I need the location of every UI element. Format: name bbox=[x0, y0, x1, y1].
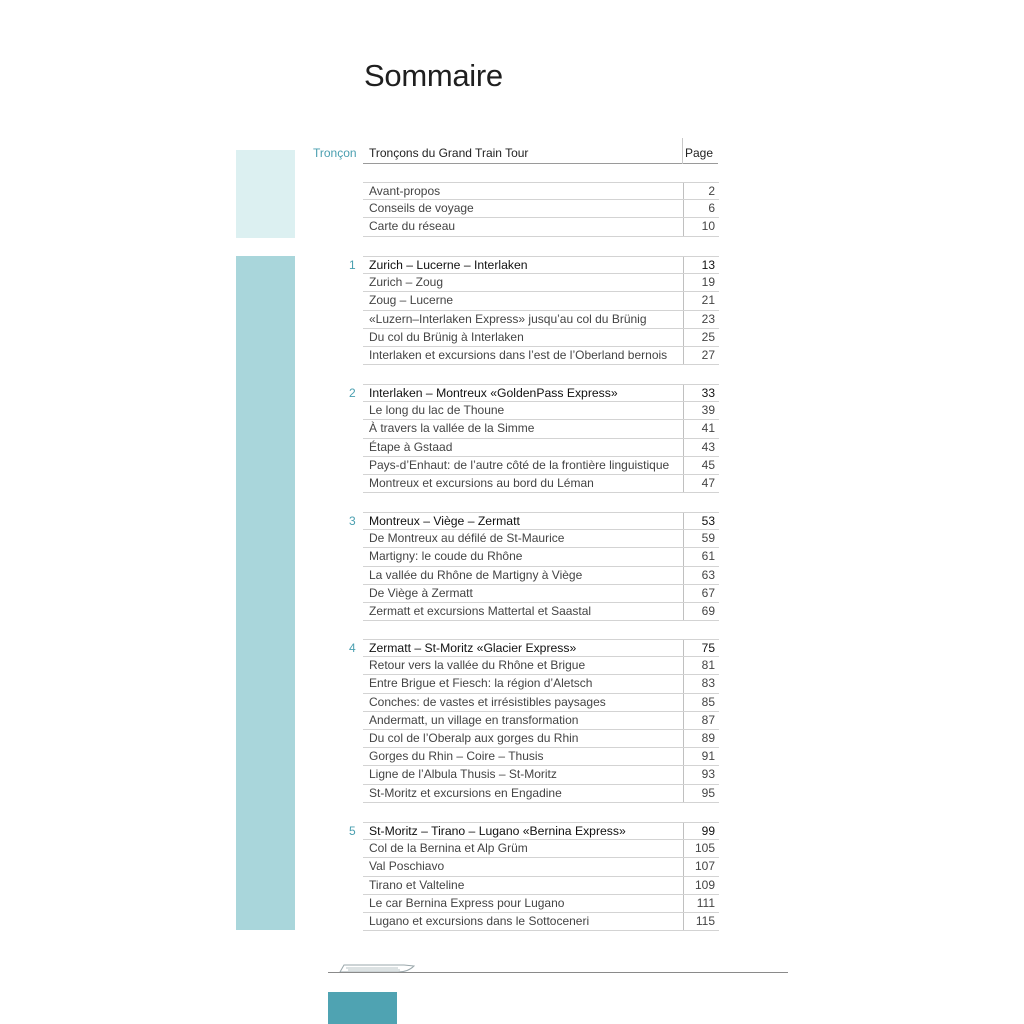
toc-row[interactable] bbox=[363, 585, 719, 603]
toc-section-heading[interactable] bbox=[349, 384, 719, 402]
toc-row-title: À travers la vallée de la Simme bbox=[369, 421, 535, 436]
sidebar-block-intro bbox=[236, 150, 295, 238]
toc-section-4 bbox=[349, 639, 719, 803]
toc-row-page: 93 bbox=[683, 766, 719, 783]
toc-section-page: 75 bbox=[683, 640, 719, 656]
section-number: 1 bbox=[349, 258, 356, 272]
toc-row-page: 41 bbox=[683, 420, 719, 437]
toc-row[interactable] bbox=[363, 567, 719, 585]
toc-row-page: 67 bbox=[683, 585, 719, 602]
toc-row[interactable] bbox=[363, 182, 719, 200]
toc-row-page: 89 bbox=[683, 730, 719, 747]
footer-color-block bbox=[328, 992, 397, 1024]
toc-row[interactable] bbox=[363, 730, 719, 748]
toc-row-title: De Viège à Zermatt bbox=[369, 585, 473, 600]
toc-row[interactable] bbox=[363, 200, 719, 218]
toc-row[interactable] bbox=[363, 895, 719, 913]
section-number: 4 bbox=[349, 641, 356, 655]
toc-row-page: 87 bbox=[683, 712, 719, 729]
toc-section-page: 33 bbox=[683, 385, 719, 401]
toc-row-page: 105 bbox=[683, 840, 719, 857]
toc-row-page: 6 bbox=[683, 200, 719, 217]
section-number: 3 bbox=[349, 514, 356, 528]
toc-row[interactable] bbox=[363, 694, 719, 712]
toc-section-page: 53 bbox=[683, 513, 719, 529]
toc-section-title: Zurich – Lucerne – Interlaken bbox=[369, 258, 528, 272]
toc-row[interactable] bbox=[363, 530, 719, 548]
toc-row[interactable] bbox=[363, 603, 719, 621]
toc-row[interactable] bbox=[363, 347, 719, 365]
toc-section-title: Interlaken – Montreux «GoldenPass Express» bbox=[369, 386, 618, 400]
toc-row-page: 61 bbox=[683, 548, 719, 565]
section-number: 5 bbox=[349, 824, 356, 838]
toc-row[interactable] bbox=[363, 457, 719, 475]
toc-section-heading[interactable] bbox=[349, 256, 719, 274]
toc-section-heading[interactable] bbox=[349, 639, 719, 657]
toc-row-page: 69 bbox=[683, 603, 719, 620]
toc-row-title: Martigny: le coude du Rhône bbox=[369, 549, 523, 564]
toc-row[interactable] bbox=[363, 420, 719, 438]
toc-section-title: Zermatt – St-Moritz «Glacier Express» bbox=[369, 641, 577, 655]
toc-section-3 bbox=[349, 512, 719, 621]
toc-row[interactable] bbox=[363, 329, 719, 347]
toc-row-page: 10 bbox=[683, 218, 719, 235]
toc-row-page: 27 bbox=[683, 347, 719, 364]
toc-row-page: 85 bbox=[683, 694, 719, 711]
header-column-divider bbox=[682, 138, 683, 164]
toc-row-title: Conches: de vastes et irrésistibles paysages bbox=[369, 694, 606, 709]
toc-row[interactable] bbox=[363, 548, 719, 566]
toc-row[interactable] bbox=[363, 858, 719, 876]
toc-row-title: St-Moritz et excursions en Engadine bbox=[369, 785, 562, 800]
toc-row-page: 43 bbox=[683, 439, 719, 456]
toc-row-title: Avant-propos bbox=[369, 184, 441, 198]
toc-section-title: St-Moritz – Tirano – Lugano «Bernina Express» bbox=[369, 824, 626, 838]
toc-row-page: 107 bbox=[683, 858, 719, 875]
toc-row-title: Interlaken et excursions dans l’est de l’Oberland bernois bbox=[369, 347, 668, 362]
toc-row[interactable] bbox=[363, 785, 719, 803]
toc-row-title: Ligne de l’Albula Thusis – St-Moritz bbox=[369, 767, 557, 782]
toc-row-page: 91 bbox=[683, 748, 719, 765]
toc-section-2 bbox=[349, 384, 719, 493]
toc-row-page: 25 bbox=[683, 329, 719, 346]
toc-section-heading[interactable] bbox=[349, 512, 719, 530]
toc-row-title: Entre Brigue et Fiesch: la région d’Aletsch bbox=[369, 676, 593, 691]
toc-row-page: 21 bbox=[683, 292, 719, 309]
toc-row-title: Zermatt et excursions Mattertal et Saastal bbox=[369, 603, 592, 618]
toc-row-title: Le car Bernina Express pour Lugano bbox=[369, 895, 565, 910]
toc-intro bbox=[363, 182, 719, 237]
toc-section-heading[interactable] bbox=[349, 822, 719, 840]
toc-row-page: 83 bbox=[683, 675, 719, 692]
toc-row-title: Du col de l’Oberalp aux gorges du Rhin bbox=[369, 730, 579, 745]
toc-row[interactable] bbox=[363, 712, 719, 730]
toc-row[interactable] bbox=[363, 675, 719, 693]
toc-row-page: 23 bbox=[683, 311, 719, 328]
toc-row[interactable] bbox=[363, 766, 719, 784]
toc-row-page: 109 bbox=[683, 877, 719, 894]
toc-row-page: 81 bbox=[683, 657, 719, 674]
column-header-title: Tronçons du Grand Train Tour bbox=[369, 146, 529, 160]
toc-row-page: 39 bbox=[683, 402, 719, 419]
toc-section-page: 13 bbox=[683, 257, 719, 273]
toc-row-title: Val Poschiavo bbox=[369, 859, 445, 874]
toc-row-title: Du col du Brünig à Interlaken bbox=[369, 329, 524, 344]
toc-row[interactable] bbox=[363, 840, 719, 858]
toc-row-title: Pays-d’Enhaut: de l’autre côté de la frontière linguistique bbox=[369, 457, 670, 472]
toc-row-title: Retour vers la vallée du Rhône et Brigue bbox=[369, 658, 586, 673]
sidebar-block-sections bbox=[236, 256, 295, 930]
toc-row-title: Col de la Bernina et Alp Grüm bbox=[369, 841, 528, 856]
toc-row-title: Andermatt, un village en transformation bbox=[369, 712, 579, 727]
toc-row-title: Zurich – Zoug bbox=[369, 275, 444, 290]
header-divider bbox=[363, 163, 718, 164]
toc-row-page: 2 bbox=[683, 183, 719, 199]
toc-row[interactable] bbox=[363, 439, 719, 457]
toc-row-title: Conseils de voyage bbox=[369, 201, 474, 216]
toc-row-title: Zoug – Lucerne bbox=[369, 293, 454, 308]
toc-row-title: Montreux et excursions au bord du Léman bbox=[369, 475, 594, 490]
toc-row[interactable] bbox=[363, 311, 719, 329]
toc-row-page: 59 bbox=[683, 530, 719, 547]
page-title: Sommaire bbox=[364, 58, 503, 93]
toc-row-page: 63 bbox=[683, 567, 719, 584]
toc-row-title: Gorges du Rhin – Coire – Thusis bbox=[369, 749, 544, 764]
toc-row[interactable] bbox=[363, 292, 719, 310]
toc-row[interactable] bbox=[363, 877, 719, 895]
toc-row-page: 45 bbox=[683, 457, 719, 474]
toc-row-title: Le long du lac de Thoune bbox=[369, 403, 505, 418]
toc-section-1 bbox=[349, 256, 719, 365]
toc-section-page: 99 bbox=[683, 823, 719, 839]
toc-row[interactable] bbox=[363, 218, 719, 236]
toc-row[interactable] bbox=[363, 274, 719, 292]
column-header-page: Page bbox=[685, 146, 714, 160]
toc-row[interactable] bbox=[363, 657, 719, 675]
toc-section-title: Montreux – Viège – Zermatt bbox=[369, 514, 520, 528]
toc-row-page: 19 bbox=[683, 274, 719, 291]
toc-row-title: Étape à Gstaad bbox=[369, 439, 453, 454]
footer-divider bbox=[328, 972, 788, 973]
toc-row-page: 111 bbox=[683, 895, 719, 912]
toc-row-title: Tirano et Valteline bbox=[369, 877, 465, 892]
toc-row-page: 47 bbox=[683, 475, 719, 492]
toc-row[interactable] bbox=[363, 913, 719, 931]
toc-section-5 bbox=[349, 822, 719, 931]
toc-row-title: De Montreux au défilé de St-Maurice bbox=[369, 531, 565, 546]
toc-row-title: La vallée du Rhône de Martigny à Viège bbox=[369, 567, 583, 582]
toc-row-title: Lugano et excursions dans le Sottoceneri bbox=[369, 913, 590, 928]
toc-row[interactable] bbox=[363, 475, 719, 493]
toc-row[interactable] bbox=[363, 402, 719, 420]
toc-row[interactable] bbox=[363, 748, 719, 766]
section-number: 2 bbox=[349, 386, 356, 400]
toc-row-page: 95 bbox=[683, 785, 719, 802]
toc-row-title: Carte du réseau bbox=[369, 219, 456, 234]
toc-row-page: 115 bbox=[683, 913, 719, 930]
column-header-troncon: Tronçon bbox=[313, 146, 357, 160]
toc-row-title: «Luzern–Interlaken Express» jusqu’au col du Brünig bbox=[369, 311, 647, 326]
